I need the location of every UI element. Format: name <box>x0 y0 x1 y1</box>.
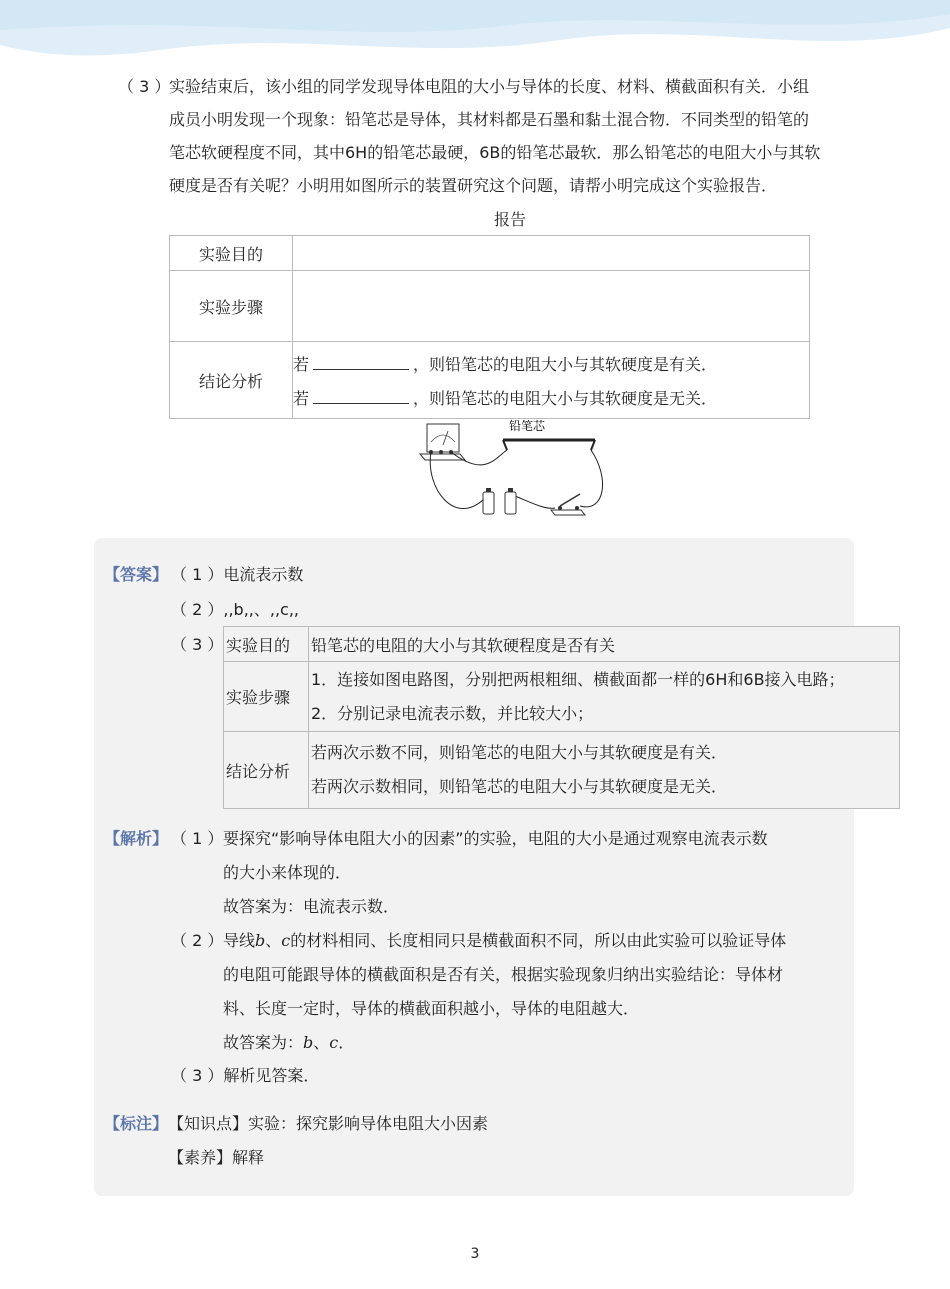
annotation-literacy: 【素养】解释 <box>168 1148 265 1167</box>
answer-part-1: （ 1 ）电流表示数 <box>171 565 304 584</box>
conclusion-line-1: 若 ，则铅笔芯的电阻大小与其软硬度是有关． <box>293 355 718 374</box>
answer-conclusion-label: 结论分析 <box>224 732 309 809</box>
header-wave-decoration <box>0 0 950 70</box>
question-line: 成员小明发现一个现象：铅笔芯是导体，其材料都是石墨和黏土混合物．不同类型的铅笔的 <box>169 110 810 129</box>
answer-steps-label: 实验步骤 <box>224 662 309 732</box>
switch-icon <box>551 494 585 515</box>
report-steps-label: 实验步骤 <box>170 271 293 342</box>
ammeter-icon <box>420 424 465 460</box>
annotation-knowledge: 【知识点】实验：探究影响导体电阻大小因素 <box>168 1114 489 1133</box>
answer-conclusion-1: 若两次示数不同，则铅笔芯的电阻大小与其软硬度是有关． <box>311 743 728 762</box>
question-line: 笔芯软硬程度不同，其中6H的铅笔芯最硬，6B的铅笔芯最软．那么铅笔芯的电阻大小与其软 <box>169 143 821 162</box>
answer-conclusion-2: 若两次示数相同，则铅笔芯的电阻大小与其软硬度是无关． <box>311 777 728 796</box>
answer-2-text: ,,b,,、,,c,, <box>223 600 300 619</box>
analysis-part-2: 导线b、c的材料相同、长度相同只是横截面积不同，所以由此实验可以验证导体 的电阻可能跟导体的横截面积是否有关，根据实验现象归纳出实验结论：导体材 料、长度一定时，导体的横截面积越小，导体的电阻越大． 故答案为：b、c． <box>223 931 787 1052</box>
pencil-lead-icon <box>503 440 595 450</box>
report-conclusion-label: 结论分析 <box>170 342 293 419</box>
annotation-tag: 【标注】 <box>104 1114 169 1133</box>
answer-part-3-number: （ 3 ） <box>171 635 224 654</box>
question-line: 硬度是否有关呢？小明用如图所示的装置研究这个问题，请帮小明完成这个实验报告． <box>169 176 778 195</box>
analysis-part-3: （ 3 ）解析见答案． <box>171 1066 320 1085</box>
report-purpose-cell[interactable] <box>293 236 810 271</box>
analysis-tag: 【解析】 <box>104 829 169 848</box>
report-table <box>169 235 810 419</box>
answer-part-2: （ 2 ）,,b,,、,,c,, <box>171 600 300 619</box>
analysis-part-2-number: （ 2 ） <box>171 931 224 950</box>
analysis-part-1-number: （ 1 ） <box>171 829 224 848</box>
answer-1-text: 电流表示数 <box>223 565 304 584</box>
answer-purpose-text: 铅笔芯的电阻的大小与其软硬程度是否有关 <box>309 627 900 662</box>
answer-step-2: 2．分别记录电流表示数，并比较大小； <box>311 703 594 723</box>
answer-step-1: 1．连接如图电路图，分别把两根粗细、横截面都一样的6H和6B接入电路； <box>311 669 845 689</box>
report-steps-cell[interactable] <box>293 271 810 342</box>
report-conclusion-cell <box>293 342 810 419</box>
page-number: 3 <box>470 1246 480 1262</box>
fill-blank-2[interactable] <box>313 389 409 404</box>
circuit-diagram <box>415 418 615 524</box>
question-number: （ 3 ） <box>118 77 171 96</box>
answer-purpose-label: 实验目的 <box>224 627 309 662</box>
fill-blank-1[interactable] <box>313 355 409 370</box>
report-purpose-label: 实验目的 <box>170 236 293 271</box>
conclusion-line-2: 若 ，则铅笔芯的电阻大小与其软硬度是无关． <box>293 389 718 408</box>
report-title: 报告 <box>493 210 526 229</box>
question-line: 实验结束后，该小组的同学发现导体电阻的大小与导体的长度、材料、横截面积有关．小组 <box>169 77 810 96</box>
answer-tag: 【答案】 <box>104 565 169 584</box>
pencil-lead-label: 铅笔芯 <box>508 419 546 433</box>
battery-icon <box>483 488 516 514</box>
analysis-part-1: 要探究“影响导体电阻大小的因素”的实验，电阻的大小是通过观察电流表示数 的大小来体现的． 故答案为：电流表示数． <box>223 829 768 916</box>
answer-table <box>223 626 900 809</box>
